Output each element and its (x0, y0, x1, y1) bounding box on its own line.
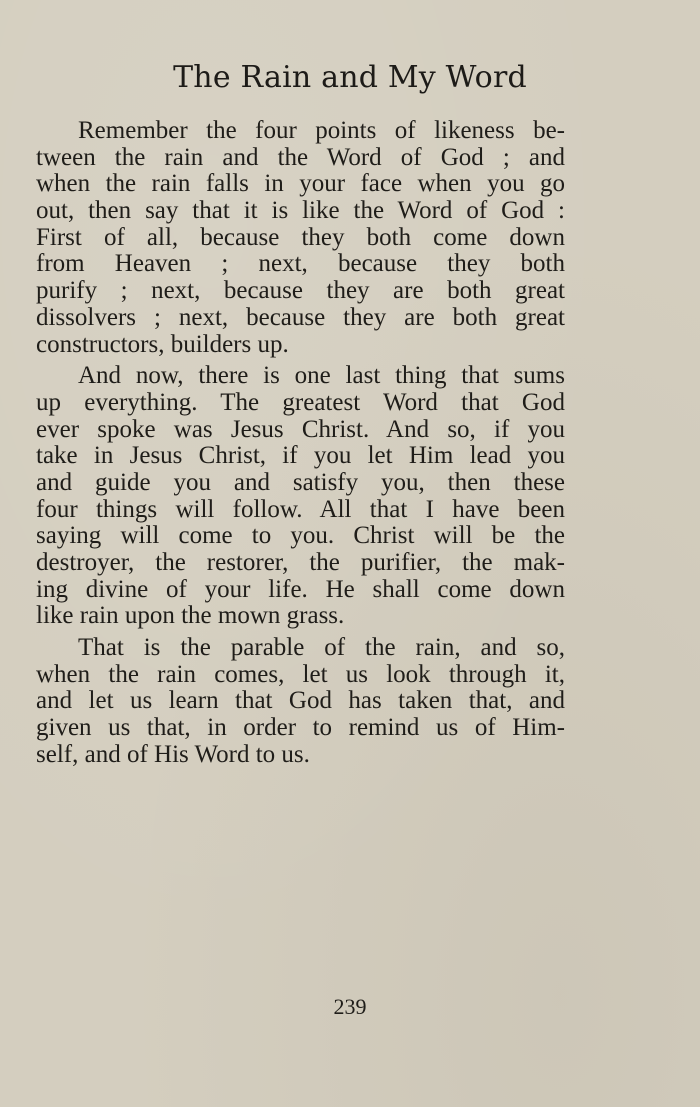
body-text (36, 118, 565, 769)
paragraph-2 (36, 363, 565, 630)
text-line: self, and of His Word to us. (36, 740, 310, 768)
text-line: destroyer, the restorer, the purifier, the mak- (36, 549, 565, 576)
text-line: given us that, in order to remind us of Him- (36, 714, 565, 742)
text-line: Remember the four points of likeness be- (78, 117, 565, 144)
text-line: and let us learn that God has taken that, and (36, 687, 565, 715)
text-line: out, then say that it is like the Word of God : (36, 197, 565, 225)
text-line: ever spoke was Jesus Christ. And so, if you (36, 415, 565, 443)
text-line: First of all, because they both come down (36, 223, 565, 251)
paragraph-3 (36, 635, 565, 768)
text-line: tween the rain and the Word of God ; and (36, 143, 565, 171)
page-number: 239 (333, 994, 367, 1019)
text-line: and guide you and satisfy you, then these (36, 468, 565, 496)
text-line: take in Jesus Christ, if you let Him lead you (36, 442, 565, 470)
text-line: constructors, builders up. (36, 330, 289, 358)
text-line: up everything. The greatest Word that God (36, 388, 565, 416)
text-line: when the rain comes, let us look through it, (36, 660, 565, 688)
text-line: when the rain falls in your face when you go (36, 170, 565, 198)
text-line: That is the parable of the rain, and so, (78, 634, 565, 662)
text-line: dissolvers ; next, because they are both great (36, 303, 565, 331)
text-line: four things will follow. All that I have been (36, 495, 565, 523)
text-line: purify ; next, because they are both great (36, 277, 565, 305)
text-line: ing divine of your life. He shall come down (36, 575, 565, 603)
text-line: from Heaven ; next, because they both (36, 250, 565, 278)
running-head-title: The Rain and My Word (173, 60, 527, 95)
paragraph-1 (36, 118, 565, 358)
text-line: And now, there is one last thing that sums (78, 362, 565, 390)
text-line: saying will come to you. Christ will be the (36, 522, 565, 550)
text-line: like rain upon the mown grass. (36, 602, 345, 630)
